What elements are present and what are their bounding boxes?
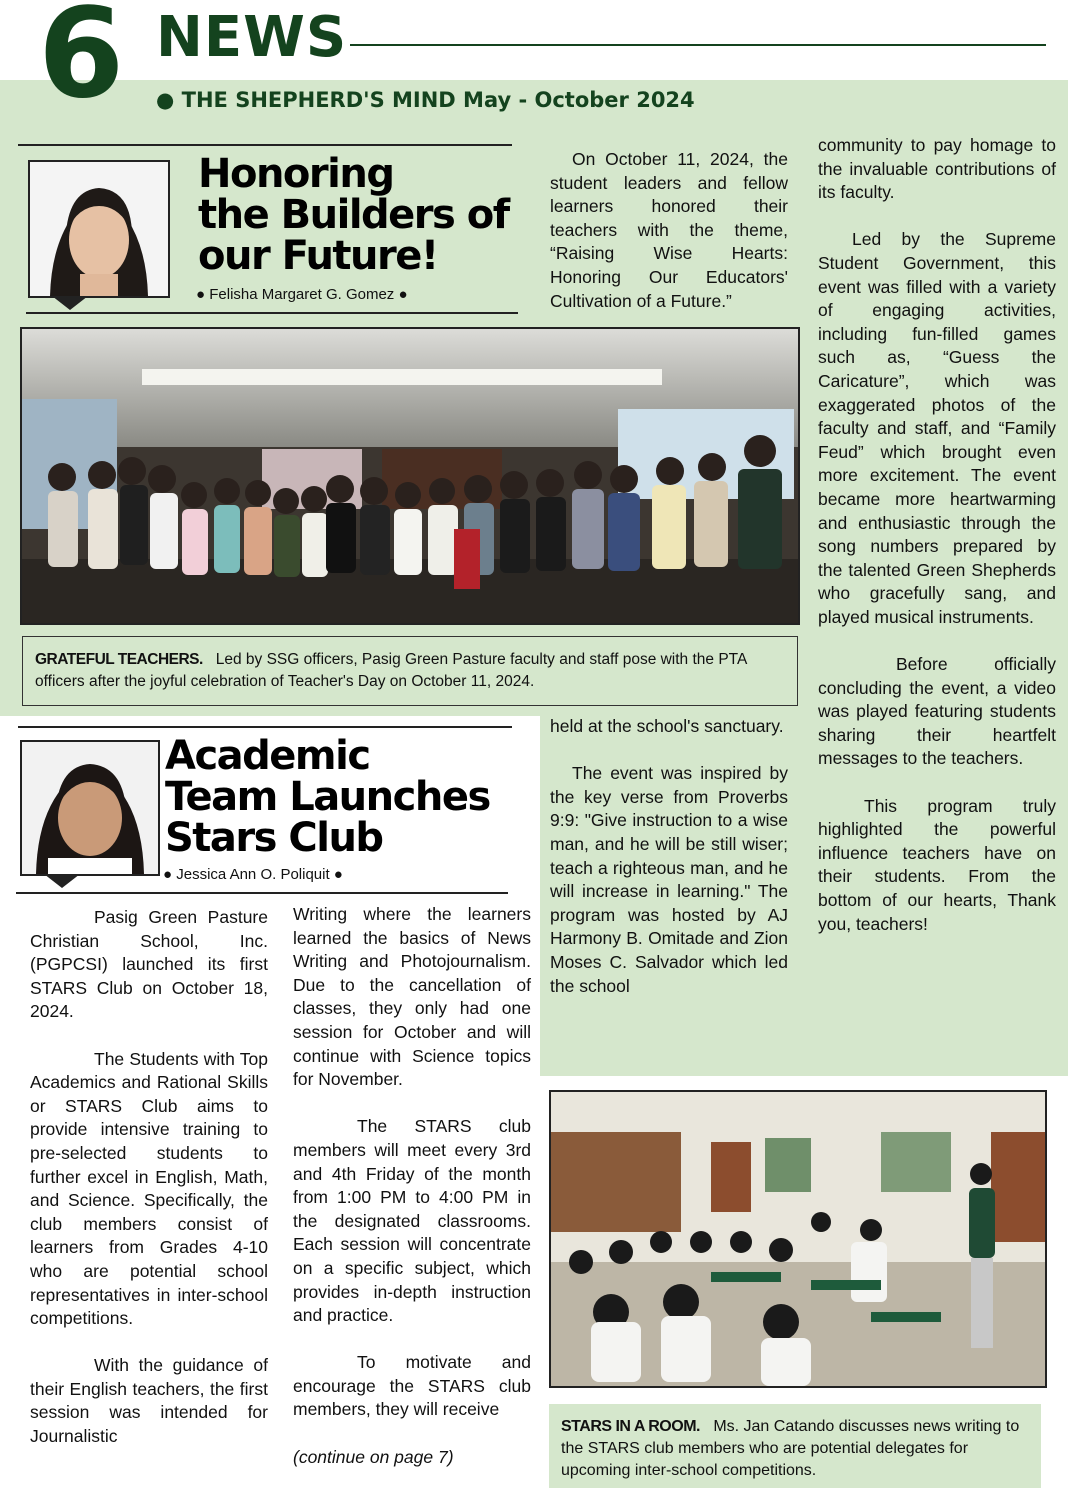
article2-col2: [293, 903, 531, 1469]
article2-top-rule: [18, 726, 512, 728]
paragraph: Writing where the learners learned the basics of News Writing and Photojournalism. Due to the cancellation of classes, they only had one session for October and will continue with Science topics for November.: [293, 904, 531, 1090]
paragraph: Led by the Supreme Student Government, this event was filled with a variety of engaging activities, including fun-filled games such as, “Guess the Caricature”, which was exaggerated photos of the faculty and staff, and “Family Feud” which brought even more excitement. The event became more heartwarming and enthusiastic through the song numbers prepared by the talented Green Shepherds who gracefully sang, and played musical instruments.: [818, 229, 1056, 627]
article1-headline: Honoring the Builders of our Future!: [198, 151, 509, 280]
paragraph: Pasig Green Pasture Christian School, Inc. (PGPCSI) launched its first STARS Club on October 18, 2024.: [30, 907, 268, 1022]
paragraph: The Students with Top Academics and Rational Skills or STARS Club aims to provide intensive training to pre-selected students to further excel in English, Math, and Science. Specifically, the club members consist of learners from Grades 4-10 who are potential school representatives in inter-school competitions.: [30, 1048, 268, 1329]
caption-box-2: [549, 1404, 1041, 1488]
article1-col3: [550, 715, 788, 998]
article2-byline: ● Jessica Ann O. Poliquit ●: [163, 866, 343, 883]
article2-headline: Academic Team Launches Stars Club: [165, 733, 490, 862]
section-title: NEWS: [156, 5, 348, 70]
article1-top-rule: [18, 144, 512, 146]
caption-text: Led by SSG officers, Pasig Green Pasture faculty and staff pose with the PTA officers after the joyful celebration of Teacher's Day on October 11, 2024.: [35, 651, 747, 690]
paragraph: The event was inspired by the key verse from Proverbs 9:9: "Give instruction to a wise man, and he will be still wiser; teach a righteous man, and he will increase in learning." The program was hosted by AJ Harmony B. Omitade and Zion Moses C. Salvador which led the school: [550, 763, 788, 996]
caption-box-1: [22, 636, 798, 706]
paragraph: On October 11, 2024, the student leaders and fellow learners honored their teachers with the theme, “Raising Wise Hearts: Honoring Our Educators' Cultivation of a Future.”: [550, 149, 788, 311]
paragraph: To motivate and encourage the STARS club members, they will receive: [293, 1352, 531, 1420]
author-photo-gomez: [28, 160, 170, 298]
publication-line: ● THE SHEPHERD'S MIND May - October 2024: [156, 88, 695, 112]
paragraph: The STARS club members will meet every 3rd and 4th Friday of the month from 1:00 PM to 4:00 PM in the designated classrooms. Each session will concentrate on a specific subject, which provides in-depth instruction and practice.: [293, 1116, 531, 1326]
paragraph: With the guidance of their English teachers, the first session was intended for Journalistic: [30, 1355, 268, 1447]
photo-pointer: [52, 296, 88, 312]
caption-label: STARS IN A ROOM.: [561, 1418, 700, 1435]
photo-pointer: [44, 874, 80, 890]
teachers-day-photo: [20, 327, 800, 625]
article1-col1: [550, 148, 788, 313]
paragraph: This program truly highlighted the powerful influence teachers have on their students. From the bottom of our hearts, Thank you, teachers!: [818, 795, 1056, 934]
continue-note: (continue on page 7): [293, 1446, 454, 1467]
caption-text: Ms. Jan Catando discusses news writing to the STARS club members who are potential delegates for upcoming inter-school competitions.: [561, 1418, 1020, 1479]
page-number: 6: [38, 0, 121, 126]
article1-under-rule: [26, 312, 518, 314]
article1-byline: ● Felisha Margaret G. Gomez ●: [196, 286, 408, 303]
caption-label: GRATEFUL TEACHERS.: [35, 651, 203, 668]
header-rule: [350, 44, 1046, 46]
stars-classroom-photo: [549, 1090, 1047, 1388]
paragraph: Before officially concluding the event, a video was played featuring students sharing their heartfelt messages to the teachers.: [818, 654, 1056, 769]
article2-col1: [30, 906, 268, 1449]
paragraph: held at the school's sanctuary.: [550, 716, 784, 736]
photo2-caption: [561, 1416, 1033, 1482]
photo1-caption: [35, 649, 787, 693]
paragraph: community to pay homage to the invaluable contributions of its faculty.: [818, 135, 1056, 203]
author-photo-poliquit: [20, 740, 160, 876]
article1-col2: [818, 134, 1056, 936]
article2-under-rule: [16, 892, 508, 894]
